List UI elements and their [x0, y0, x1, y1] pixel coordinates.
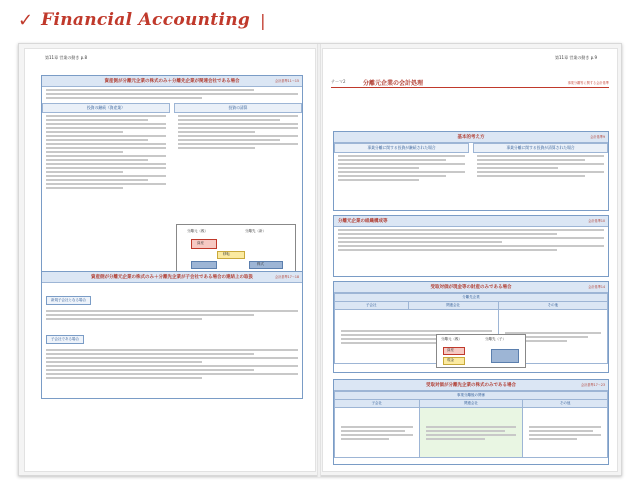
table-header: 事業分離後の関係 — [335, 392, 608, 400]
text-line — [46, 147, 166, 149]
diagram-bar — [191, 239, 217, 249]
text-line — [338, 229, 604, 231]
right-box-1 — [333, 131, 609, 211]
theme-title: 分離元企業の会計処理 — [363, 80, 424, 87]
right-box-2 — [333, 215, 609, 277]
text-line — [46, 131, 123, 133]
right-box-3-title-text: 受取対価が現金等の財産のみである場合 — [430, 285, 512, 290]
diagram-cash-label: 現金 — [447, 358, 454, 362]
right-page — [322, 48, 618, 472]
text-line — [338, 241, 502, 243]
text-line — [178, 135, 298, 137]
text-line — [529, 430, 593, 432]
text-line — [529, 438, 577, 440]
text-line — [46, 139, 148, 141]
text-line — [46, 373, 298, 375]
text-line — [426, 426, 517, 428]
text-line — [338, 179, 419, 181]
text-line — [46, 187, 123, 189]
table-cell — [523, 408, 608, 458]
right-box-1-title-text: 基本的考え方 — [457, 135, 485, 140]
text-line — [46, 89, 254, 91]
text-line — [178, 143, 298, 145]
diagram-bar — [249, 261, 283, 269]
table-cell — [335, 408, 420, 458]
text-line — [46, 97, 202, 99]
text-line — [46, 119, 148, 121]
right-box-3-title — [334, 282, 608, 293]
col-other: その他 — [498, 302, 607, 310]
text-line — [46, 353, 254, 355]
left-box-2-title-text: 資産側が分離元企業の株式のみ＋分離先企業が子会社である場合の連結上の取扱 — [91, 275, 253, 280]
text-line — [341, 426, 413, 428]
text-line — [529, 434, 601, 436]
left-col-header: 投資の継続（資産業） — [42, 103, 170, 113]
right-box-1-title — [334, 132, 608, 143]
text-line — [338, 159, 446, 161]
text-line — [46, 143, 166, 145]
diagram-bar — [217, 251, 245, 259]
diagram-left-label: 分離元（親） — [441, 337, 462, 341]
left-page-number: 第11章 営業の動き p.8 — [45, 55, 87, 60]
right-box-2-ref: 会計基準10 — [588, 219, 605, 223]
table-header: 分離先企業 — [335, 294, 608, 302]
text-line — [477, 167, 558, 169]
text-line — [338, 167, 419, 169]
text-line — [338, 163, 465, 165]
diagram-left-label: 分離元（親） — [187, 229, 208, 233]
text-line — [46, 171, 123, 173]
text-line — [46, 167, 166, 169]
diagram-right-label: 分離先（子） — [485, 337, 506, 341]
text-line — [46, 151, 123, 153]
text-line — [46, 93, 298, 95]
diagram-bar — [191, 261, 217, 269]
title-separator: | — [260, 10, 266, 30]
text-line — [46, 310, 298, 312]
text-line — [46, 127, 166, 129]
right-box-4-ref: 会計基準17～23 — [580, 383, 605, 387]
right-page-number: 第11章 営業の動き p.9 — [555, 55, 597, 60]
text-line — [46, 155, 166, 157]
text-line — [477, 175, 585, 177]
text-line — [178, 127, 298, 129]
text-line — [46, 361, 202, 363]
text-line — [477, 155, 604, 157]
book-gutter — [317, 44, 321, 477]
checkmark-icon: ✓ — [18, 9, 34, 31]
right-box-4-title — [334, 380, 608, 391]
left-box-2-title — [42, 272, 302, 283]
left-box-1-title — [42, 76, 302, 87]
text-line — [178, 139, 280, 141]
text-line — [341, 342, 436, 344]
page-title: Financial Accounting — [41, 10, 251, 30]
text-line — [46, 377, 202, 379]
text-line — [46, 349, 298, 351]
right-box-1-ref: 会計基準9 — [590, 135, 605, 139]
right-diagram — [436, 334, 526, 368]
text-line — [477, 171, 604, 173]
text-line — [178, 123, 298, 125]
left-box-2-ref: 会計基準17～18 — [274, 275, 299, 279]
text-line — [338, 171, 465, 173]
col-subsidiary: 子会社 — [335, 302, 409, 310]
right-box-4-table — [334, 391, 608, 458]
text-line — [338, 175, 446, 177]
text-line — [46, 369, 254, 371]
right-box-3-ref: 会計基準14 — [588, 285, 605, 289]
text-line — [46, 115, 166, 117]
text-line — [46, 163, 166, 165]
text-line — [178, 115, 298, 117]
header — [0, 0, 639, 40]
text-line — [477, 163, 604, 165]
text-line — [178, 119, 280, 121]
text-line — [338, 155, 465, 157]
diagram-right-label: 分離先（新） — [245, 229, 266, 233]
text-line — [426, 438, 485, 440]
right-col-header: 投資の清算 — [174, 103, 302, 113]
left-page — [24, 48, 316, 472]
right-col-header: 事業分離に関する投資が清算された場合 — [473, 143, 608, 153]
diagram-transfer-label: 移転 — [223, 252, 230, 256]
col-other: その他 — [523, 400, 608, 408]
table-cell — [419, 408, 523, 458]
text-line — [341, 430, 405, 432]
diagram-asset-label: 資産 — [447, 348, 454, 352]
left-diagram — [176, 224, 296, 274]
text-line — [46, 159, 148, 161]
text-line — [178, 131, 255, 133]
text-line — [338, 249, 557, 251]
right-box-3 — [333, 281, 609, 373]
right-box-2-title-text: 分離元企業の組織構成等 — [338, 219, 388, 224]
text-line — [341, 434, 413, 436]
book-spread — [18, 43, 622, 476]
tag-new-subsidiary: 新規子会社となる場合 — [46, 296, 91, 305]
text-line — [426, 434, 517, 436]
right-box-4-title-text: 受取対価が分離先企業の株式のみである場合 — [426, 383, 516, 388]
left-box-2 — [41, 271, 303, 399]
diagram-asset-label: 資産 — [197, 241, 204, 245]
right-box-2-title — [334, 216, 608, 227]
theme-divider — [331, 87, 609, 88]
text-line — [46, 357, 298, 359]
text-line — [46, 135, 166, 137]
text-line — [46, 175, 166, 177]
col-subsidiary: 子会社 — [335, 400, 420, 408]
text-line — [477, 159, 585, 161]
text-line — [46, 365, 298, 367]
left-box-1-title-text: 資産側が分離元企業の株式のみ＋分離先企業が関連会社である場合 — [104, 79, 240, 84]
text-line — [529, 426, 601, 428]
col-affiliate: 関連会社 — [408, 302, 498, 310]
text-line — [46, 314, 254, 316]
text-line — [338, 245, 604, 247]
text-line — [341, 438, 389, 440]
text-line — [46, 179, 148, 181]
col-affiliate: 関連会社 — [419, 400, 523, 408]
text-line — [46, 183, 166, 185]
text-line — [341, 330, 492, 332]
diagram-stock-label: 株式 — [257, 262, 264, 266]
text-line — [46, 123, 166, 125]
left-box-1-ref: 会計基準11～15 — [274, 79, 299, 83]
left-col-header: 事業分離に関する投資が継続された場合 — [334, 143, 469, 153]
text-line — [46, 318, 202, 320]
left-box-1 — [41, 75, 303, 283]
right-box-4 — [333, 379, 609, 465]
text-line — [178, 147, 255, 149]
text-line — [338, 237, 604, 239]
theme-subtitle: 事業分離等に関する会計基準 — [567, 81, 609, 85]
tag-subsidiary: 子会社である場合 — [46, 335, 84, 344]
diagram-bar — [491, 349, 519, 363]
text-line — [426, 430, 505, 432]
theme-tag: テーマ2 — [331, 79, 346, 84]
left-box-1-columns — [42, 103, 302, 191]
text-line — [338, 233, 557, 235]
right-box-1-columns — [334, 143, 608, 183]
